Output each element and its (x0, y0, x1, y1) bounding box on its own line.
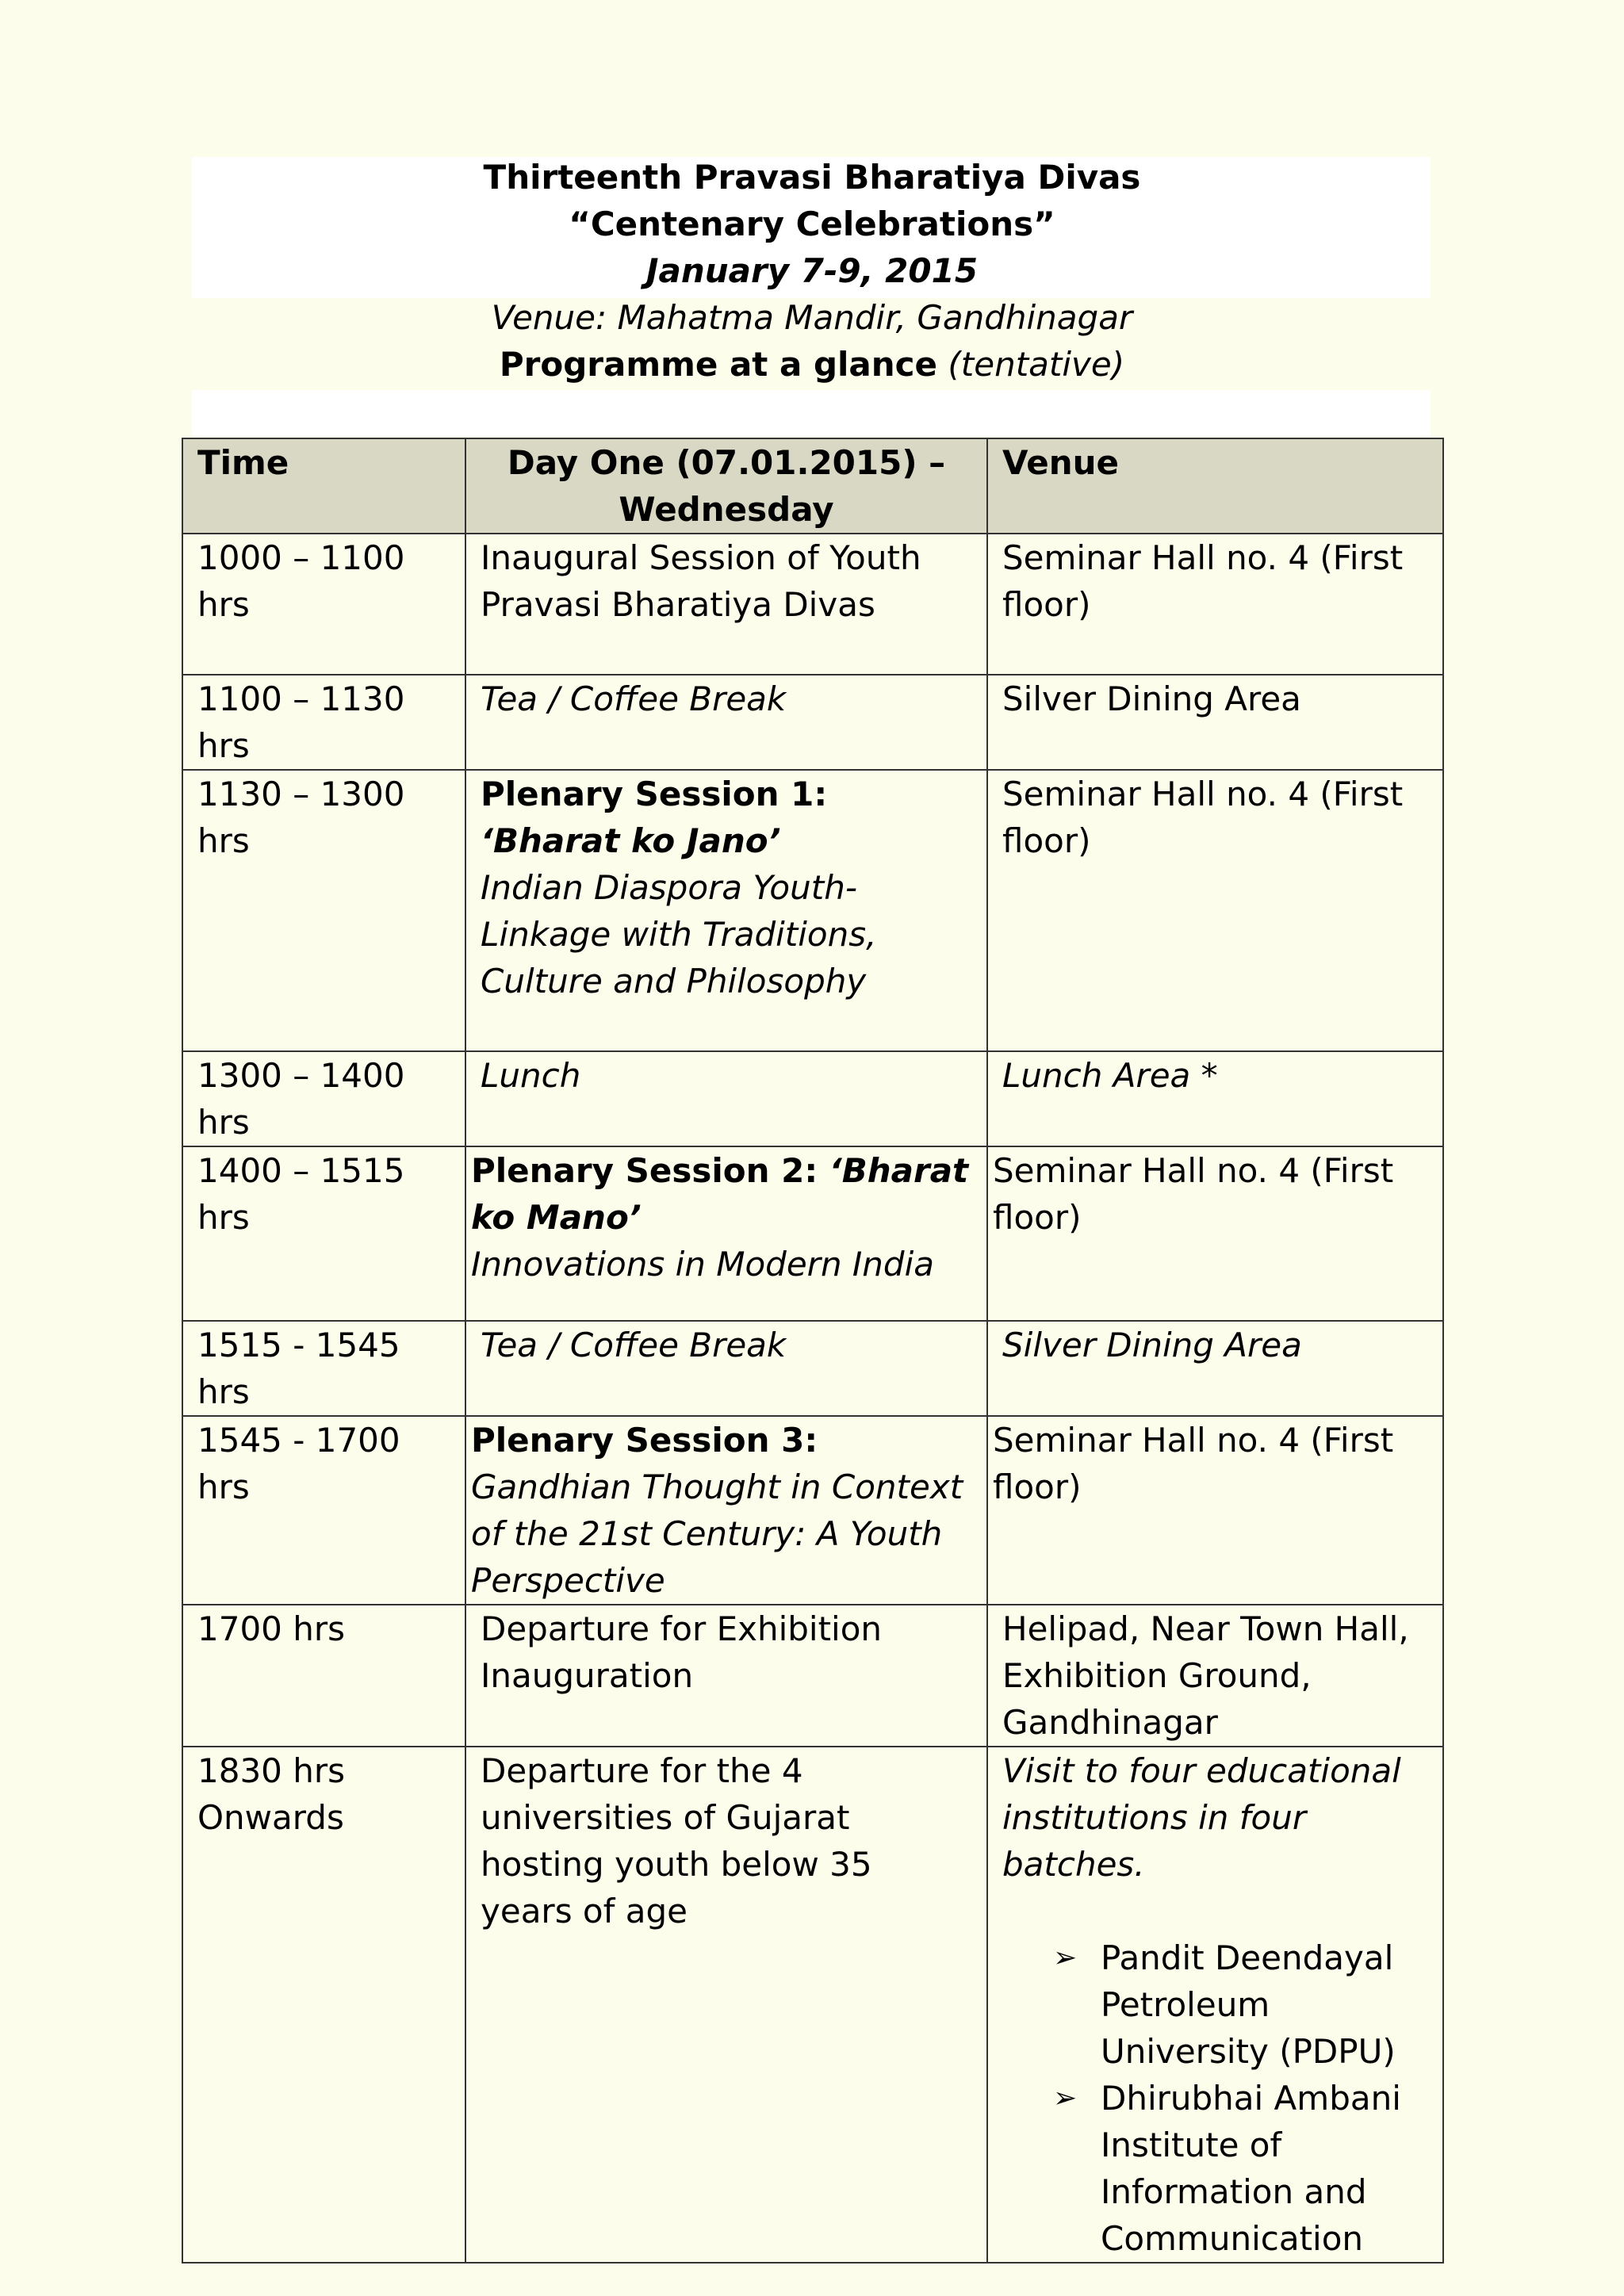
institutions-intro: Visit to four educational institutions in four batches. (1002, 1751, 1401, 1884)
session-title: ‘Bharat ko Jano’ (481, 821, 781, 860)
row-time: 1700 hrs (182, 1605, 465, 1747)
row-event (465, 1416, 987, 1605)
row-venue: Helipad, Near Town Hall, Exhibition Ground, Gandhinagar (987, 1605, 1443, 1747)
table-row (182, 1747, 1443, 2263)
table-row (182, 1321, 1443, 1416)
event-venue: Venue: Mahatma Mandir, Gandhinagar (491, 298, 1133, 337)
session-title: Gandhian Thought in Context of the 21st Century: A Youth Perspective (471, 1468, 963, 1600)
header-background-bottom (192, 390, 1431, 436)
table-row (182, 1146, 1443, 1321)
table-row (182, 675, 1443, 770)
row-venue: Silver Dining Area (987, 1321, 1443, 1416)
session-title: ‘Bharat ko Mano’ (471, 1151, 969, 1237)
session-label: Plenary Session 2: (471, 1151, 829, 1190)
programme-heading (0, 341, 1624, 388)
programme-note: (tentative) (948, 345, 1125, 384)
table-row (182, 770, 1443, 1051)
row-event: Lunch (465, 1051, 987, 1146)
row-event (465, 1146, 987, 1321)
session-label: Plenary Session 3: (471, 1421, 818, 1460)
institution-list (1002, 1934, 1428, 2262)
row-time: 1300 – 1400 hrs (182, 1051, 465, 1146)
row-event: Tea / Coffee Break (465, 675, 987, 770)
table-row (182, 1051, 1443, 1146)
row-event: Departure for the 4 universities of Gujarat hosting youth below 35 years of age (465, 1747, 987, 2263)
table-row (182, 534, 1443, 675)
event-title: Thirteenth Pravasi Bharatiya Divas (483, 158, 1141, 197)
row-event: Inaugural Session of Youth Pravasi Bharatiya Divas (465, 534, 987, 675)
row-time: 1000 – 1100 hrs (182, 534, 465, 675)
header-time: Time (182, 438, 465, 534)
list-item: ➢ Pandit Deendayal Petroleum University (PDPU) (1053, 1934, 1428, 2075)
row-event: Tea / Coffee Break (465, 1321, 987, 1416)
session-label: Plenary Session 1: (481, 775, 828, 813)
list-item: ➢ Dhirubhai Ambani Institute of Information and Communication (1053, 2075, 1428, 2262)
row-time: 1100 – 1130 hrs (182, 675, 465, 770)
row-time: 1400 – 1515 hrs (182, 1146, 465, 1321)
event-dates: January 7-9, 2015 (645, 251, 979, 290)
row-venue: Seminar Hall no. 4 (First floor) (987, 534, 1443, 675)
table-row (182, 1416, 1443, 1605)
programme-label: Programme at a glance (499, 345, 938, 384)
row-venue (987, 1747, 1443, 2263)
event-theme: “Centenary Celebrations” (569, 205, 1055, 243)
document-header (0, 154, 1624, 388)
row-time: 1130 – 1300 hrs (182, 770, 465, 1051)
row-venue: Seminar Hall no. 4 (First floor) (987, 1146, 1443, 1321)
row-venue: Silver Dining Area (987, 675, 1443, 770)
session-detail: Innovations in Modern India (471, 1245, 934, 1284)
row-time: 1830 hrs Onwards (182, 1747, 465, 2263)
row-venue: Seminar Hall no. 4 (First floor) (987, 1416, 1443, 1605)
session-detail: Indian Diaspora Youth- Linkage with Traditions, Culture and Philosophy (481, 868, 877, 1001)
row-venue: Lunch Area * (987, 1051, 1443, 1146)
header-day: Day One (07.01.2015) – Wednesday (465, 438, 987, 534)
table-header-row (182, 438, 1443, 534)
programme-table (182, 438, 1444, 2263)
row-venue: Seminar Hall no. 4 (First floor) (987, 770, 1443, 1051)
row-time: 1545 - 1700 hrs (182, 1416, 465, 1605)
table-row (182, 1605, 1443, 1747)
row-event: Departure for Exhibition Inauguration (465, 1605, 987, 1747)
row-time: 1515 - 1545 hrs (182, 1321, 465, 1416)
row-event (465, 770, 987, 1051)
header-venue: Venue (987, 438, 1443, 534)
